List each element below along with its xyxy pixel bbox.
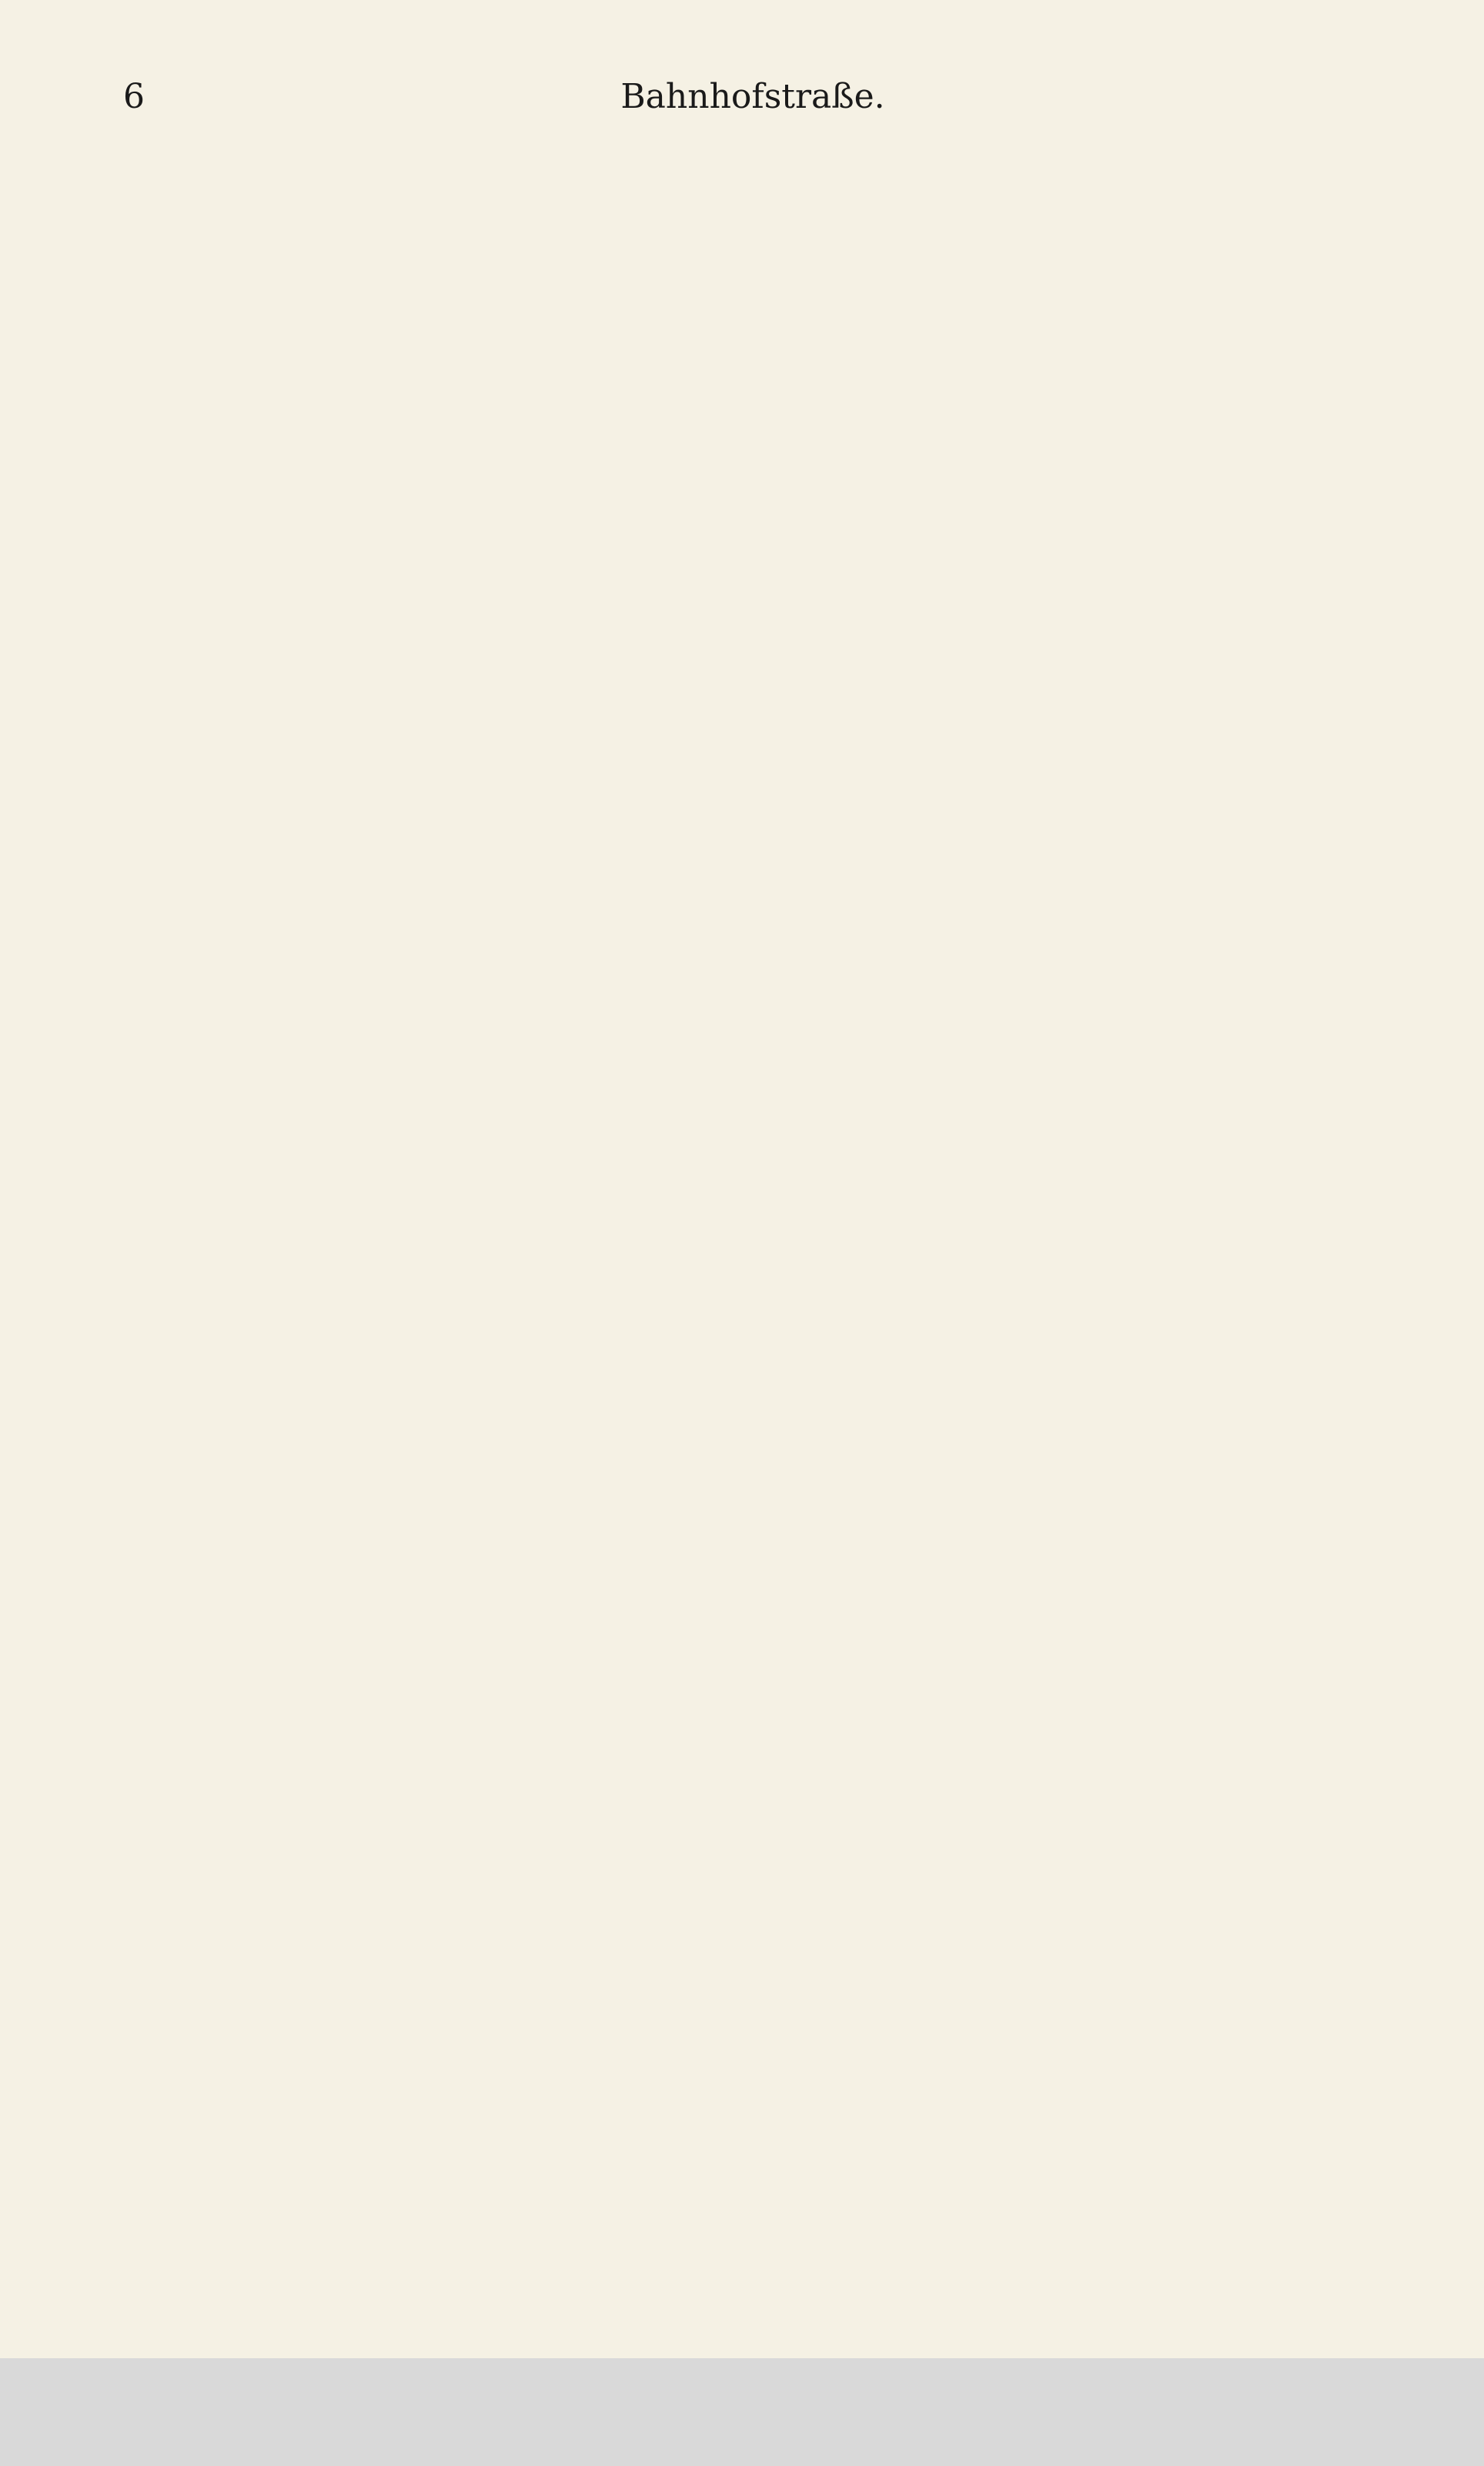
page-number: 6 bbox=[123, 77, 145, 116]
footer-bar bbox=[0, 2358, 1484, 2466]
page-header bbox=[123, 77, 1361, 116]
page-title: Bahnhofstraße. bbox=[620, 77, 885, 116]
